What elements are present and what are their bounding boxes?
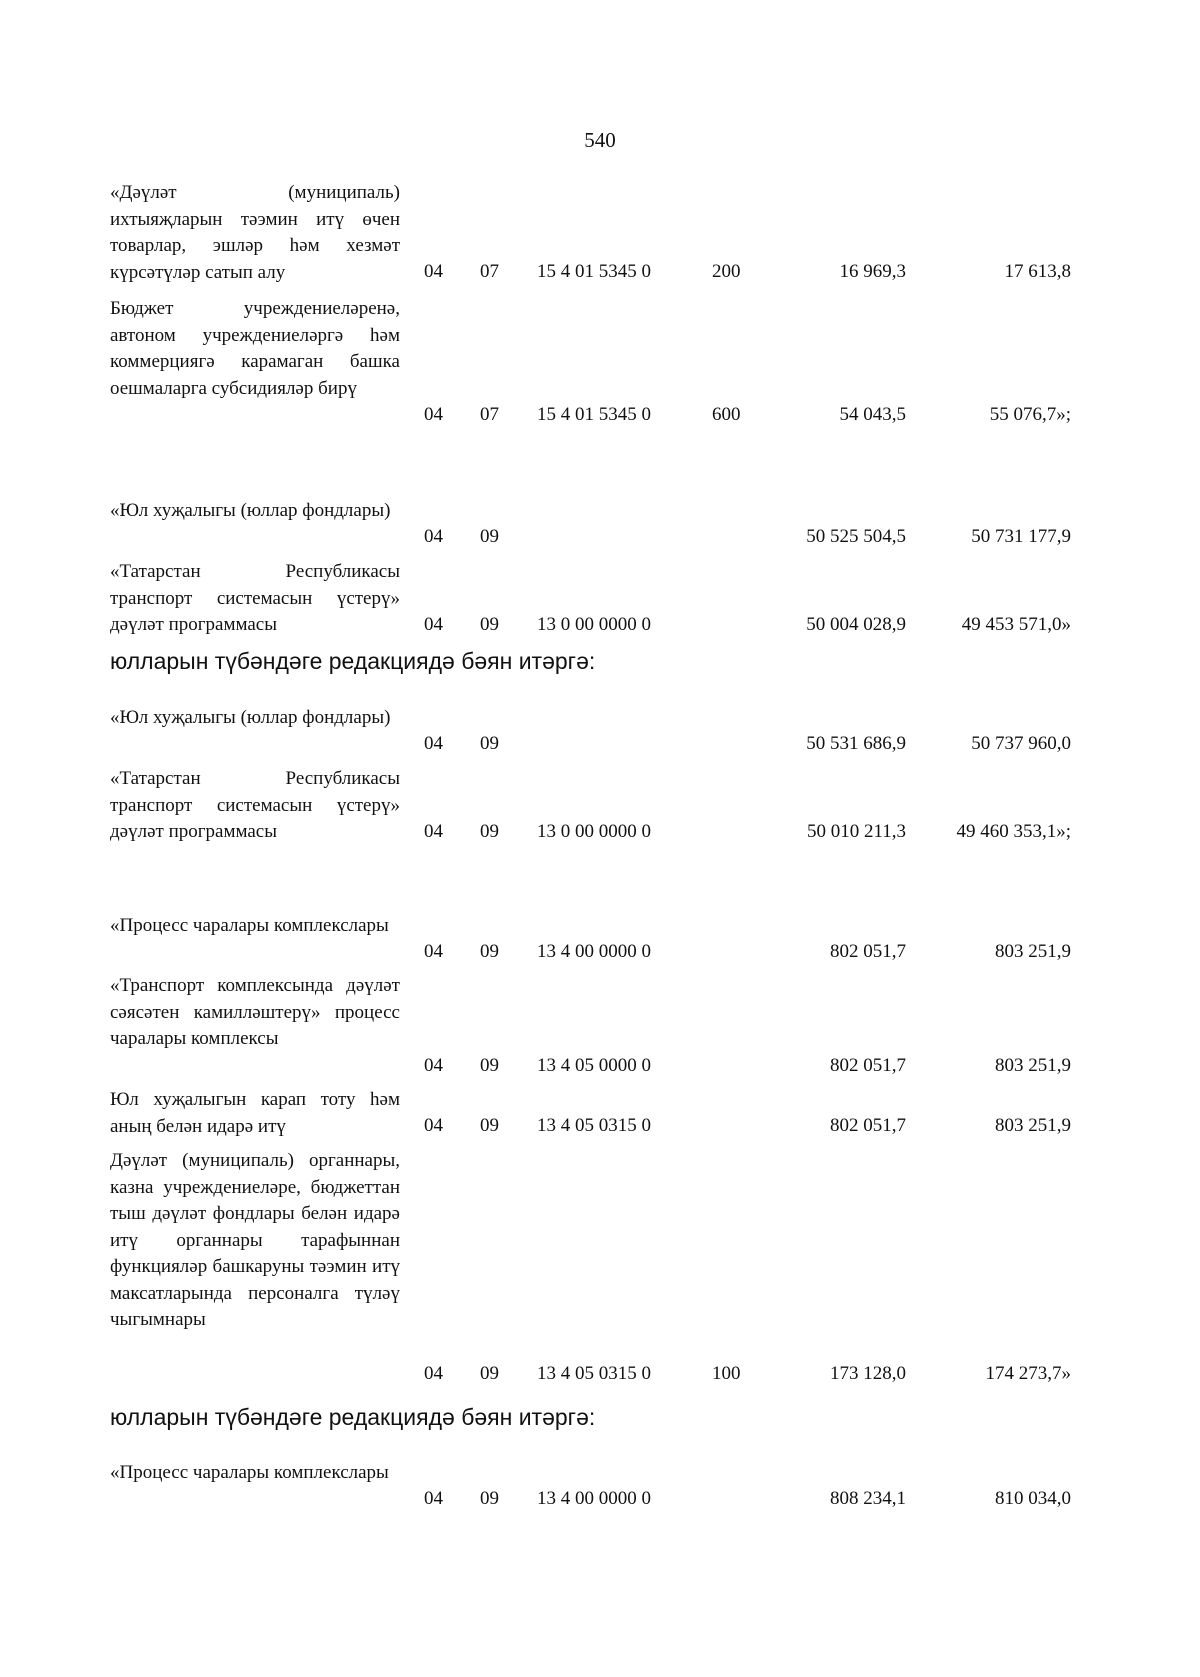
row-subsection: 09 bbox=[480, 941, 499, 962]
row-section: 04 bbox=[424, 1363, 443, 1384]
row-amount-year1: 50 525 504,5 bbox=[806, 526, 906, 547]
row-name: «Процесс чаралары комплекслары bbox=[110, 1462, 389, 1483]
row-target-article: 15 4 01 5345 0 bbox=[537, 404, 651, 425]
row-section: 04 bbox=[424, 941, 443, 962]
row-amount-year2: 803 251,9 bbox=[995, 941, 1071, 962]
row-amount-year2: 803 251,9 bbox=[995, 1115, 1071, 1136]
row-amount-year1: 802 051,7 bbox=[830, 1115, 906, 1136]
row-subsection: 09 bbox=[480, 1488, 499, 1509]
instruction-text: юлларын түбәндәге редакциядә бәян итәргә: bbox=[110, 1404, 596, 1430]
row-target-article: 13 4 00 0000 0 bbox=[537, 1488, 651, 1509]
row-section: 04 bbox=[424, 1488, 443, 1509]
row-section: 04 bbox=[424, 821, 443, 842]
row-section: 04 bbox=[424, 733, 443, 754]
page-number: 540 bbox=[584, 128, 616, 152]
row-amount-year2: 49 460 353,1»; bbox=[956, 821, 1071, 842]
row-subsection: 07 bbox=[480, 261, 499, 282]
row-subsection: 09 bbox=[480, 614, 499, 635]
row-amount-year2: 50 737 960,0 bbox=[971, 733, 1071, 754]
row-amount-year1: 50 531 686,9 bbox=[806, 733, 906, 754]
row-amount-year2: 55 076,7»; bbox=[989, 404, 1071, 425]
row-section: 04 bbox=[424, 526, 443, 547]
row-name: «Процесс чаралары комплекслары bbox=[110, 915, 389, 936]
row-target-article: 13 4 00 0000 0 bbox=[537, 941, 651, 962]
row-section: 04 bbox=[424, 261, 443, 282]
row-amount-year1: 802 051,7 bbox=[830, 941, 906, 962]
row-amount-year1: 802 051,7 bbox=[830, 1055, 906, 1076]
row-subsection: 09 bbox=[480, 1055, 499, 1076]
row-name: Дәүләт (муниципаль) органнары, казна учреждениеләре, бюджеттан тыш дәүләт фондлары белән идарә итү органнары тарафыннан функцияләр башкаруны тәэмин итү максатларында персоналга түләү чыгымнары bbox=[110, 1150, 400, 1330]
row-target-article: 15 4 01 5345 0 bbox=[537, 261, 651, 282]
row-amount-year2: 49 453 571,0» bbox=[961, 614, 1071, 635]
row-amount-year1: 808 234,1 bbox=[830, 1488, 906, 1509]
row-amount-year1: 173 128,0 bbox=[830, 1363, 906, 1384]
row-name: «Татарстан Республикасы транспорт системасын үстерү» дәүләт программасы bbox=[110, 561, 400, 635]
row-expense-type: 600 bbox=[712, 404, 741, 425]
row-name: Бюджет учреждениеләренә, автоном учреждениеләргә һәм коммерциягә карамаган башка оешмаларга субсидияләр бирү bbox=[110, 298, 400, 399]
row-target-article: 13 4 05 0000 0 bbox=[537, 1055, 651, 1076]
row-name: «Юл хуҗалыгы (юллар фондлары) bbox=[110, 707, 391, 728]
row-expense-type: 100 bbox=[712, 1363, 741, 1384]
row-subsection: 09 bbox=[480, 1363, 499, 1384]
row-name: «Татарстан Республикасы транспорт системасын үстерү» дәүләт программасы bbox=[110, 768, 400, 842]
row-name: «Транспорт комплексында дәүләт сәясәтен камилләштерү» процесс чаралары комплексы bbox=[110, 975, 400, 1049]
row-amount-year1: 54 043,5 bbox=[839, 404, 906, 425]
row-name: «Юл хуҗалыгы (юллар фондлары) bbox=[110, 500, 391, 521]
row-amount-year2: 810 034,0 bbox=[995, 1488, 1071, 1509]
row-target-article: 13 4 05 0315 0 bbox=[537, 1115, 651, 1136]
row-amount-year1: 50 004 028,9 bbox=[806, 614, 906, 635]
row-target-article: 13 4 05 0315 0 bbox=[537, 1363, 651, 1384]
row-subsection: 09 bbox=[480, 733, 499, 754]
instruction-text: юлларын түбәндәге редакциядә бәян итәргә: bbox=[110, 648, 596, 674]
row-amount-year2: 174 273,7» bbox=[985, 1363, 1071, 1384]
row-section: 04 bbox=[424, 1055, 443, 1076]
row-expense-type: 200 bbox=[712, 261, 741, 282]
row-section: 04 bbox=[424, 404, 443, 425]
row-section: 04 bbox=[424, 614, 443, 635]
row-amount-year1: 16 969,3 bbox=[839, 261, 906, 282]
row-amount-year2: 50 731 177,9 bbox=[971, 526, 1071, 547]
row-subsection: 07 bbox=[480, 404, 499, 425]
row-amount-year2: 803 251,9 bbox=[995, 1055, 1071, 1076]
row-subsection: 09 bbox=[480, 821, 499, 842]
row-amount-year2: 17 613,8 bbox=[1004, 261, 1071, 282]
row-amount-year1: 50 010 211,3 bbox=[806, 821, 906, 842]
row-name: Юл хуҗалыгын карап тоту һәм аның белән идарә итү bbox=[110, 1089, 400, 1137]
row-name: «Дәүләт (муниципаль) ихтыяҗларын тәэмин итү өчен товарлар, эшләр һәм хезмәт күрсәтүләр сатып алу bbox=[110, 182, 400, 283]
row-target-article: 13 0 00 0000 0 bbox=[537, 821, 651, 842]
row-section: 04 bbox=[424, 1115, 443, 1136]
row-target-article: 13 0 00 0000 0 bbox=[537, 614, 651, 635]
row-subsection: 09 bbox=[480, 526, 499, 547]
row-subsection: 09 bbox=[480, 1115, 499, 1136]
